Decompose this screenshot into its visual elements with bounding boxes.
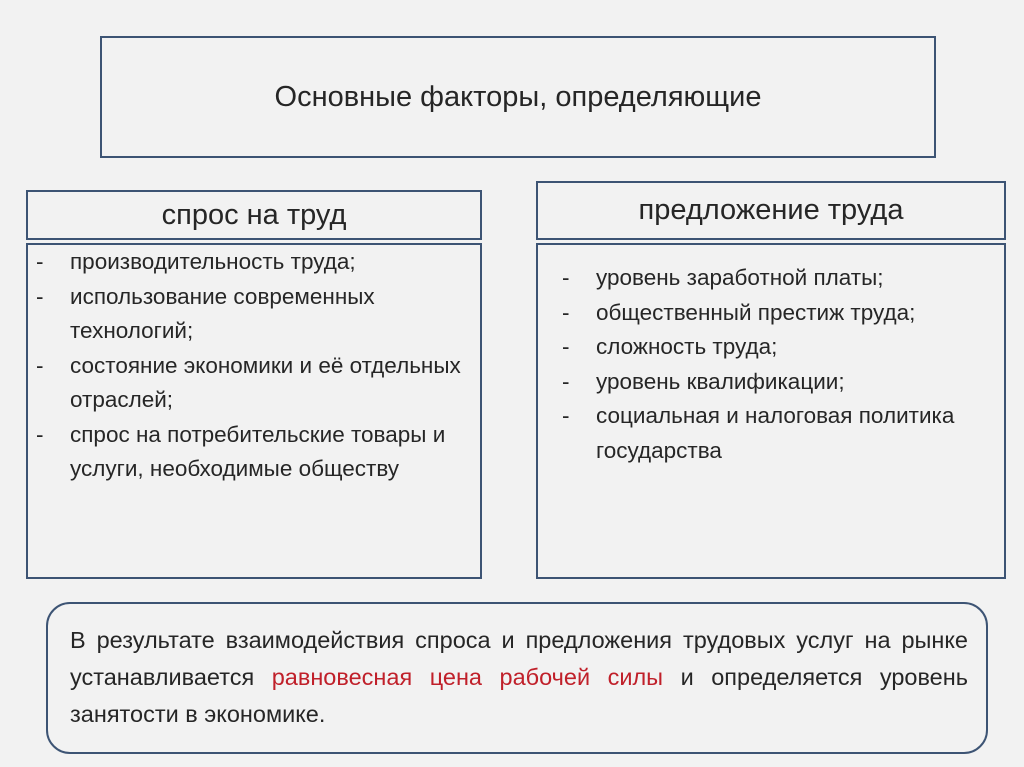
supply-factors-box <box>536 243 1006 579</box>
supply-factor-item: - общественный престиж труда; <box>562 296 994 331</box>
supply-heading: предложение труда <box>638 194 904 226</box>
conclusion-text-before: В результате взаимодействия спроса и предложения трудовых услуг на рынке устанавливается <box>70 627 968 690</box>
demand-factor-item: - состояние экономики и её отдельных отраслей; <box>36 349 470 418</box>
demand-heading: спрос на труд <box>161 198 347 231</box>
demand-heading-box <box>26 190 482 240</box>
conclusion-box <box>46 602 988 754</box>
supply-factor-item: - социальная и налоговая политика государства <box>562 399 994 468</box>
supply-factor-item: - уровень заработной платы; <box>562 261 994 296</box>
conclusion-highlight: равновесная цена рабочей силы <box>271 664 664 690</box>
supply-heading-box <box>536 181 1006 240</box>
demand-factor-item: - использование современных технологий; <box>36 280 470 349</box>
demand-factors-box <box>26 243 482 579</box>
demand-factors-list <box>36 245 470 487</box>
supply-factor-item: - сложность труда; <box>562 330 994 365</box>
demand-factor-item: - производительность труда; <box>36 245 470 280</box>
supply-factors-list <box>562 261 994 468</box>
diagram-title: Основные факторы, определяющие <box>274 80 762 113</box>
demand-factor-item: - спрос на потребительские товары и услуги, необходимые обществу <box>36 418 470 487</box>
supply-factor-item: - уровень квалификации; <box>562 365 994 400</box>
title-box <box>100 36 936 158</box>
conclusion-text-after: и определяется уровень занятости в экономике. <box>70 664 968 727</box>
